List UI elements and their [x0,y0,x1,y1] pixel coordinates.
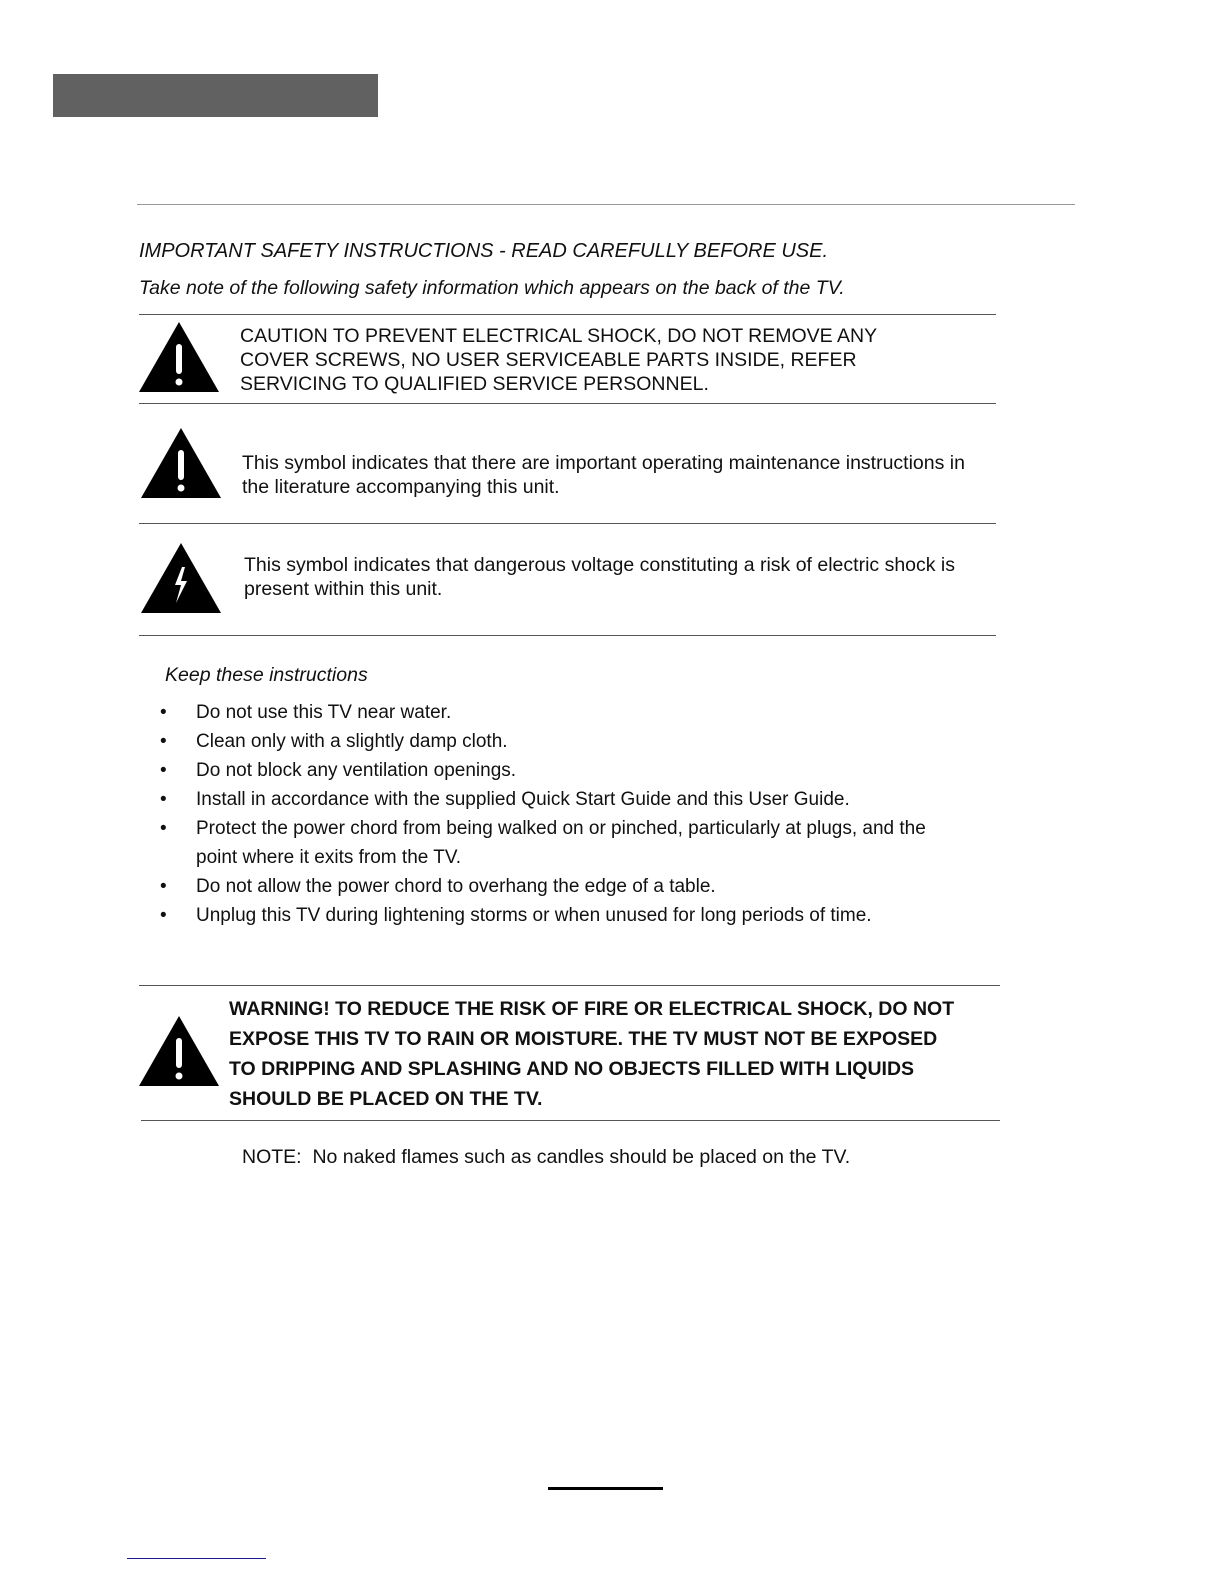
footer-link-line [127,1558,266,1559]
voltage-notice: This symbol indicates that dangerous voltage constituting a risk of electric shock is present within this unit. [244,554,956,600]
list-item: • Do not allow the power chord to overhang the edge of a table. [160,876,716,897]
exclamation-triangle-icon [141,428,221,498]
list-item: • Do not block any ventilation openings. [160,760,517,781]
divider [141,1120,1000,1121]
divider [139,403,996,404]
divider [139,985,1000,986]
divider [139,523,996,524]
list-item: • Unplug this TV during lightening storms or when unused for long periods of time. [160,905,872,926]
warning-notice: WARNING! TO REDUCE THE RISK OF FIRE OR ELECTRICAL SHOCK, DO NOT EXPOSE THIS TV TO RAIN OR MOISTURE. THE TV MUST NOT BE EXPOSED TO DRIPPING AND SPLASHING AND NO OBJECTS FILLED WITH LIQUIDS SHOULD BE PLACED ON THE TV. [229,998,955,1110]
heading: IMPORTANT SAFETY INSTRUCTIONS - READ CAREFULLY BEFORE USE. [139,240,829,262]
footer-rule [548,1487,663,1490]
top-divider [137,204,1075,205]
maintenance-notice: This symbol indicates that there are important operating maintenance instructions in the literature accompanying this unit. [242,452,965,498]
divider [139,314,996,315]
list-item: • Protect the power chord from being walked on or pinched, particularly at plugs, and the point where it exits from the TV. [160,818,926,868]
exclamation-triangle-icon [139,322,219,392]
list-item: • Do not use this TV near water. [160,702,452,723]
instruction-list [160,698,1000,930]
section-header-bar [53,74,378,117]
note: NOTE: No naked flames such as candles should be placed on the TV. [242,1146,851,1168]
lightning-triangle-icon [141,543,221,613]
keep-instructions-title: Keep these instructions [165,664,368,686]
list-item: • Install in accordance with the supplied Quick Start Guide and this User Guide. [160,789,850,810]
divider [139,635,996,636]
exclamation-triangle-icon [139,1016,219,1086]
subheading: Take note of the following safety information which appears on the back of the TV. [139,277,845,299]
caution-notice: CAUTION TO PREVENT ELECTRICAL SHOCK, DO NOT REMOVE ANY COVER SCREWS, NO USER SERVICEABLE PARTS INSIDE, REFER SERVICING TO QUALIFIED SERVICE PERSONNEL. [240,325,878,395]
list-item: • Clean only with a slightly damp cloth. [160,731,508,752]
